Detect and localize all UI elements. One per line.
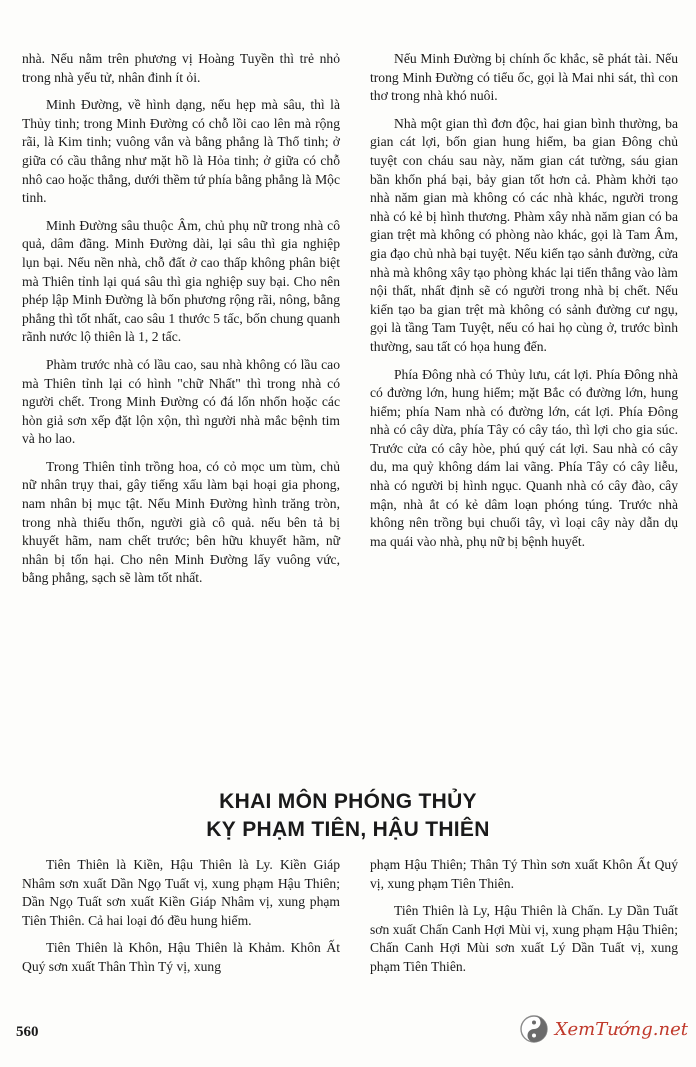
paragraph: Tiên Thiên là Khôn, Hậu Thiên là Khảm. Khôn Ất Quý sơn xuất Thân Thìn Tý vị, xung [22, 940, 340, 974]
paragraph: Nhà một gian thì đơn độc, hai gian bình thường, ba gian cát lợi, bốn gian hung hiểm, ba gian Đông chủ tuyệt con cháu sau này, năm gian cát tường, sáu gian bần khốn phá bại, bảy gian tốt hơn cả. Phàm khởi tạo nhà năm gian mà không có các nhà khác, người trong nhà có kẻ bị hình thương. Phàm xây nhà năm gian có ba gian trệt mà không có phòng nào khác, gọi là Tam Âm, gia đạo chủ nhà bại tuyệt. Nếu kiến tạo sảnh đường, cửa nhà mà không xây tạo phòng khác lại tiến thẳng vào làm nội thất, nhất định sẽ có người trong nhà bị chết. Nếu kiến tạo ba gian trệt mà không có sảnh đường cư ngụ, gọi là tầng Tam Tuyệt, nếu có hai họ cùng ở, trước bình thường, sau tất có họa hung đến. [370, 115, 678, 354]
section-heading-line-2: KỴ PHẠM TIÊN, HẬU THIÊN [206, 818, 490, 841]
paragraph: Minh Đường, về hình dạng, nếu hẹp mà sâu, thì là Thủy tinh; trong Minh Đường có chỗ lồi cao lên mà rộng rãi, là Kim tinh; vuông vắn và bằng phẳng là Thổ tinh; ở giữa có cầu thẳng như mặt hồ là Hỏa tinh; ở giữa có chỗ nhô cao hoặc thẳng, dưới thềm tứ phía bằng phẳng là Mộc tinh. [22, 97, 340, 206]
paragraph: Minh Đường sâu thuộc Âm, chủ phụ nữ trong nhà cô quả, dâm đãng. Minh Đường dài, lại sâu thì gia nghiệp lụn bại. Nếu nền nhà, chỗ đất ở cao thấp không phân biệt mà Thiên tỉnh lại quá sâu thì gia nghiệp suy bại. Cho nên phép lập Minh Đường là bốn phương rộng rãi, nông, bằng phẳng thì tốt nhất, cao sâu 1 thước 5 tấc, bốn chung quanh rãnh nước lộ thiên là 1, 2 tấc. [22, 217, 340, 345]
paragraph: Trong Thiên tỉnh trồng hoa, có cỏ mọc um tùm, chủ nữ nhân trụy thai, gây tiếng xấu làm bại hoại gia phong, nam nhân bị mục tật. Nếu Minh Đường hình trăng tròn, trong nhà thiếu thốn, người già cô quả. nếu bên tả bị khuyết hãm, nam chết trước; bên hữu khuyết hãm, nữ nhân bị tổn hại. Cho nên Minh Đường lấy vuông vức, bằng phẳng, sạch sẽ làm tốt nhất. [22, 458, 340, 586]
watermark[interactable] [519, 1012, 688, 1046]
paragraph: Phàm trước nhà có lầu cao, sau nhà không có lầu cao mà Thiên tỉnh lại có hình "chữ Nhất" thì trong nhà có người chết. Trong Minh Đường có đá lổn nhổn hoặc các hòn giả sơn xếp đặt lộn xộn, thì người nhà mắc bệnh tim và ho lao. [22, 356, 340, 447]
section-heading-line-1: KHAI MÔN PHÓNG THỦY [219, 790, 477, 813]
section-heading [0, 788, 696, 844]
page-number: 560 [16, 1024, 39, 1040]
paragraph: Phía Đông nhà có Thủy lưu, cát lợi. Phía Đông nhà có đường lớn, hung hiểm; mặt Bắc có đường lớn, hung hiểm; phía Nam nhà có đường lớn, cát lợi. Phía Đông nhà có cây dừa, phía Tây có cây táo, thì lợi cho gia súc. Trước cửa có cây hòe, phú quý cát lợi. Sau nhà có cây du, ma quỷ không dám lai vãng. Phía Tây có cây liễu, nhà có người bị hình ngục. Quanh nhà có cây đào, cây mận, nhà ắt có kẻ dâm loạn phóng túng. Trước nhà không nên trồng bụi chuối tây, vì loại cây này dẫn dụ ma quái vào nhà, phụ nữ bị bệnh huyết. [370, 366, 678, 549]
paragraph: nhà. Nếu nằm trên phương vị Hoàng Tuyền thì trẻ nhỏ trong nhà yểu tử, nhân đinh ít ỏi. [22, 51, 340, 85]
left-column [22, 50, 340, 597]
section-right-column [370, 856, 678, 986]
watermark-text: XemTướng.net [554, 1018, 688, 1040]
paragraph: Nếu Minh Đường bị chính ốc khắc, sẽ phát tài. Nếu trong Minh Đường có tiểu ốc, gọi là Mai nhi sát, thì con thơ trong nhà khó nuôi. [370, 51, 678, 104]
section-left-column [22, 856, 340, 986]
right-column [370, 50, 678, 560]
paragraph: phạm Hậu Thiên; Thân Tý Thìn sơn xuất Khôn Ất Quý vị, xung phạm Tiên Thiên. [370, 857, 678, 891]
yin-yang-icon [519, 1014, 549, 1044]
paragraph: Tiên Thiên là Ly, Hậu Thiên là Chấn. Ly Dần Tuất sơn xuất Chấn Canh Hợi Mùi vị, xung phạm Hậu Thiên; Chấn Canh Hợi Mùi sơn xuất Lý Dần Tuất vị, xung phạm Tiên Thiên. [370, 903, 678, 974]
paragraph: Tiên Thiên là Kiền, Hậu Thiên là Ly. Kiền Giáp Nhâm sơn xuất Dần Ngọ Tuất vị, xung phạm Hậu Thiên; Dần Ngọ Tuất sơn xuất Kiền Giáp Nhâm vị, xung phạm Tiên Thiên. Cả hai loại đó đều hung hiểm. [22, 857, 340, 928]
